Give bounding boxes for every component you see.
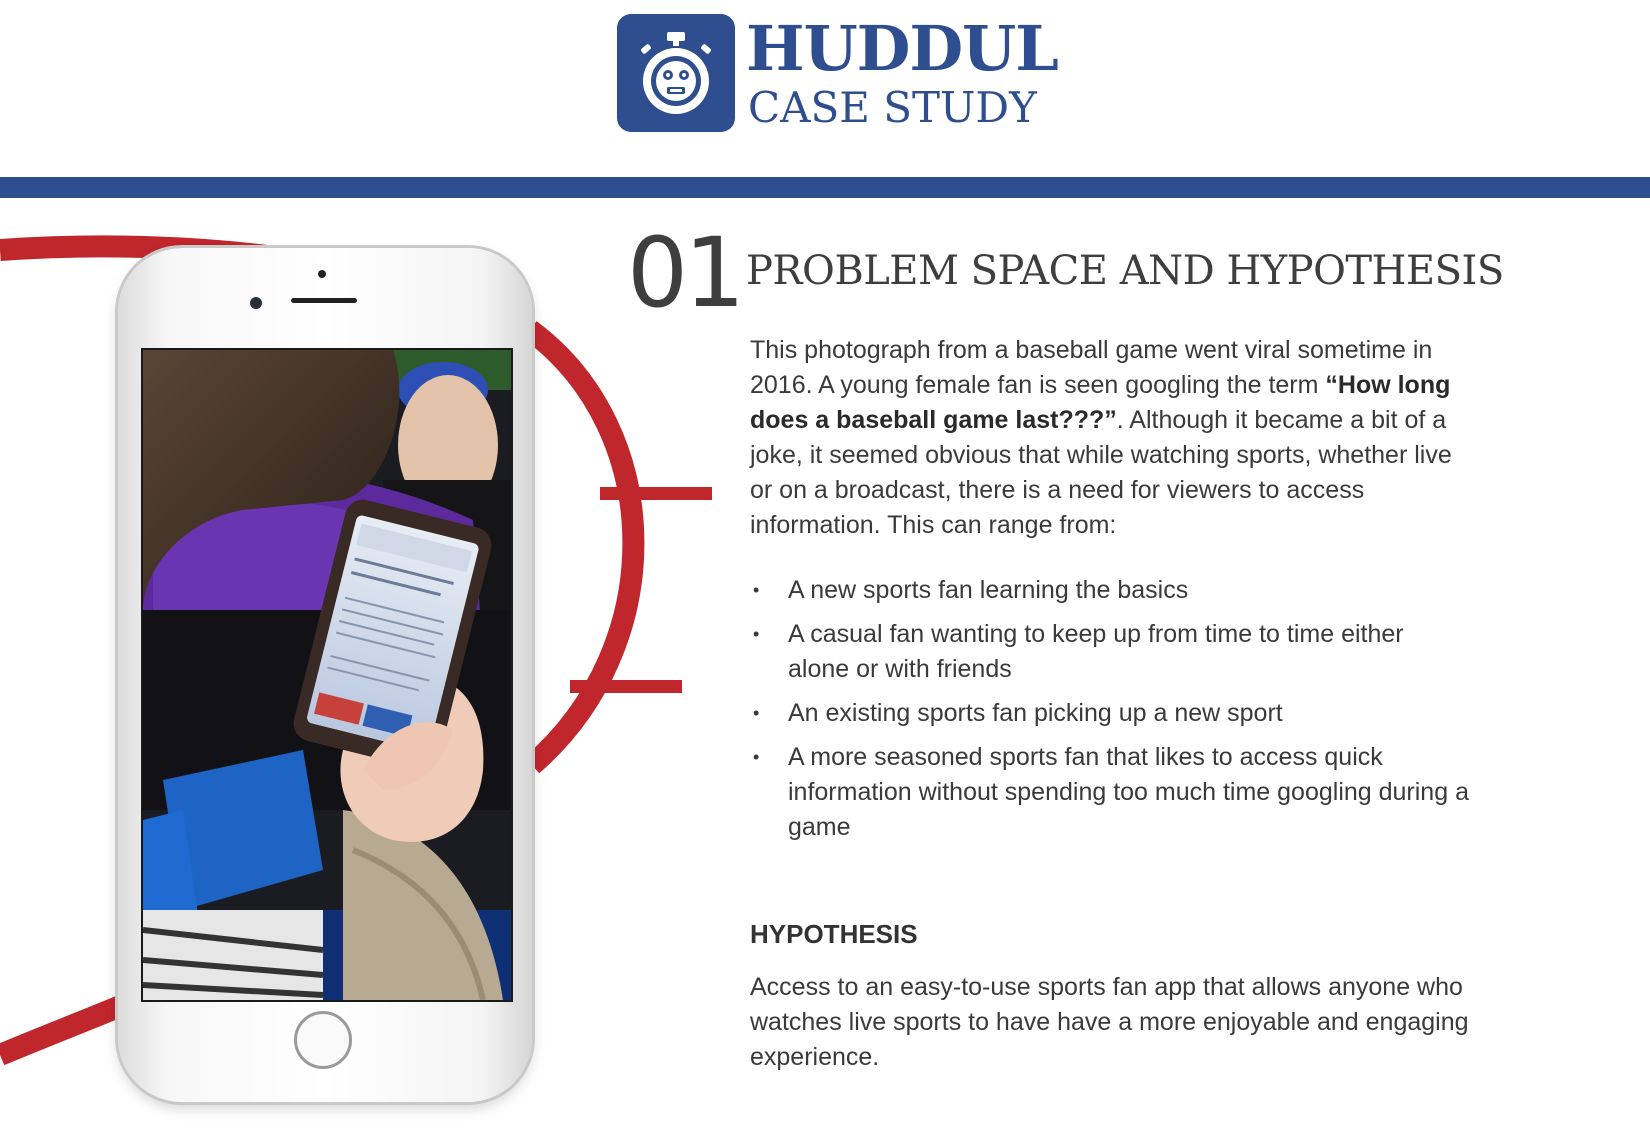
phone-camera bbox=[250, 297, 262, 309]
section-title: PROBLEM SPACE AND HYPOTHESIS bbox=[746, 248, 1504, 294]
list-item bbox=[750, 617, 1470, 687]
audience-list bbox=[750, 573, 1470, 854]
intro-text-end: . Although it became a bit of a joke, it seemed obvious that while watching sports, whether live or on a broadcast, there is a need for viewers to access information. This can range from: bbox=[750, 406, 1452, 539]
phone-home-button bbox=[294, 1011, 352, 1069]
intro-paragraph bbox=[750, 333, 1470, 543]
robot-stopwatch-icon bbox=[617, 14, 735, 132]
tick-lower bbox=[570, 680, 682, 693]
intro-quoted-search: “How long does a baseball game last???” bbox=[750, 371, 1451, 434]
brand-name: HUDDUL bbox=[746, 12, 1058, 85]
list-item-text: A new sports fan learning the basics bbox=[788, 576, 1189, 604]
tick-upper bbox=[600, 487, 712, 500]
intro-text-start: This photograph from a baseball game went viral sometime in 2016. A young female fan is seen googling the term bbox=[750, 336, 1433, 399]
arc-right bbox=[530, 330, 633, 765]
logo-badge bbox=[617, 14, 735, 132]
bullet-icon: • bbox=[753, 624, 760, 644]
list-item bbox=[750, 573, 1470, 608]
bullet-icon: • bbox=[753, 747, 760, 767]
list-item-text: An existing sports fan picking up a new sport bbox=[788, 699, 1283, 727]
bullet-icon: • bbox=[753, 703, 760, 723]
section-number: 01 bbox=[627, 217, 742, 329]
list-item-text: A more seasoned sports fan that likes to access quick information without spending too much time googling during a game bbox=[788, 743, 1469, 841]
list-item bbox=[750, 740, 1470, 845]
phone-photo bbox=[143, 350, 511, 1000]
list-item-text: A casual fan wanting to keep up from time to time either alone or with friends bbox=[788, 620, 1404, 683]
phone-screen bbox=[141, 348, 513, 1002]
phone-speaker bbox=[291, 298, 357, 303]
header-divider bbox=[0, 177, 1650, 198]
hypothesis-paragraph: Access to an easy-to-use sports fan app that allows anyone who watches live sports to have have a more enjoyable and engaging experience. bbox=[750, 973, 1469, 1071]
phone-mockup bbox=[118, 248, 532, 1102]
brand-subtitle: CASE STUDY bbox=[748, 83, 1037, 132]
arc-bottom bbox=[0, 1002, 130, 1055]
bullet-icon: • bbox=[753, 580, 760, 600]
phone-sensor bbox=[318, 270, 326, 278]
list-item bbox=[750, 696, 1470, 731]
hypothesis-heading: HYPOTHESIS bbox=[750, 919, 918, 949]
